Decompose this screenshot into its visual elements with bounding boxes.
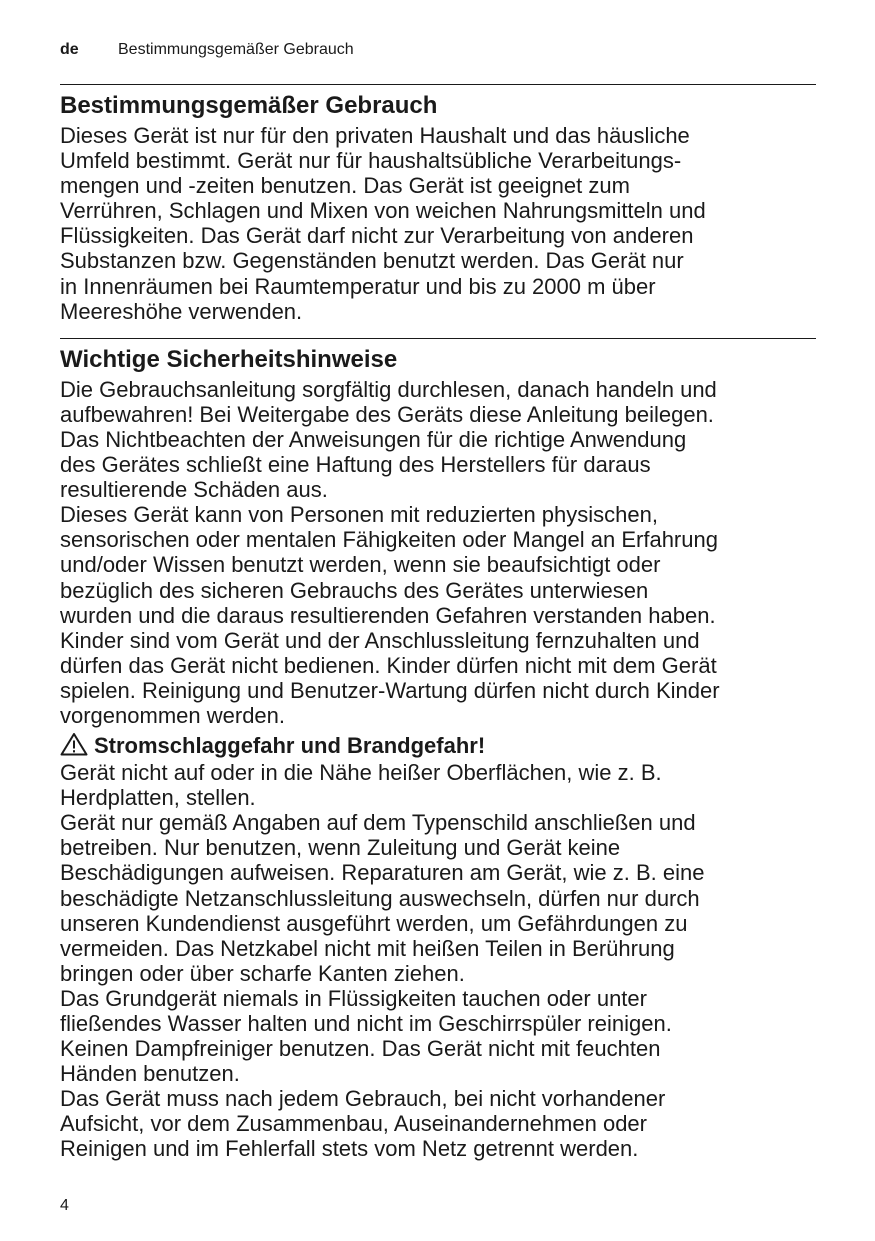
- text-line: Umfeld bestimmt. Gerät nur für haushaltsübliche Verarbeitungs-: [60, 148, 682, 174]
- text-line: Gerät nicht auf oder in die Nähe heißer Oberflächen, wie z. B.: [60, 760, 662, 786]
- warning-title: Stromschlaggefahr und Brandgefahr!: [94, 733, 486, 759]
- page-number: 4: [60, 1197, 69, 1214]
- text-line: Verrühren, Schlagen und Mixen von weichen Nahrungsmitteln und: [60, 198, 706, 224]
- text-line: und/oder Wissen benutzt werden, wenn sie beaufsichtigt oder: [60, 552, 661, 578]
- text-line: vorgenommen werden.: [60, 702, 286, 728]
- page-content: [60, 84, 816, 1162]
- text-line: Aufsicht, vor dem Zusammenbau, Auseinandernehmen oder: [60, 1111, 647, 1137]
- section-heading-intended-use: Bestimmungsgemäßer Gebrauch: [60, 92, 438, 119]
- text-line: Dieses Gerät kann von Personen mit reduzierten physischen,: [60, 502, 658, 528]
- text-line: bezüglich des sicheren Gebrauchs des Gerätes unterwiesen: [60, 577, 649, 603]
- text-line: Flüssigkeiten. Das Gerät darf nicht zur Verarbeitung von anderen: [60, 223, 694, 249]
- text-line: Dieses Gerät ist nur für den privaten Haushalt und das häusliche: [60, 123, 690, 148]
- text-line: bringen oder über scharfe Kanten ziehen.: [60, 960, 465, 986]
- text-line: spielen. Reinigung und Benutzer-Wartung dürfen nicht durch Kinder: [60, 677, 720, 703]
- language-code: de: [60, 41, 79, 58]
- text-line: betreiben. Nur benutzen, wenn Zuleitung und Gerät keine: [60, 835, 621, 861]
- text-line: Beschädigungen aufweisen. Reparaturen am Gerät, wie z. B. eine: [60, 860, 705, 886]
- warning-triangle-icon: [60, 733, 94, 758]
- text-line: Substanzen bzw. Gegenständen benutzt werden. Das Gerät nur: [60, 248, 684, 274]
- safety-paragraph: [60, 377, 816, 728]
- header-title: Bestimmungsgemäßer Gebrauch: [118, 41, 354, 58]
- text-line: mengen und -zeiten benutzen. Das Gerät ist geeignet zum: [60, 173, 630, 199]
- text-line: resultierende Schäden aus.: [60, 477, 328, 503]
- text-line: des Gerätes schließt eine Haftung des Herstellers für daraus: [60, 452, 651, 478]
- text-line: Händen benutzen.: [60, 1061, 240, 1087]
- text-line: Gerät nur gemäß Angaben auf dem Typenschild anschließen und: [60, 810, 696, 836]
- text-line: sensorischen oder mentalen Fähigkeiten oder Mangel an Erfahrung: [60, 527, 718, 553]
- text-line: Die Gebrauchsanleitung sorgfältig durchlesen, danach handeln und: [60, 376, 717, 402]
- intended-use-paragraph: [60, 123, 816, 324]
- section-divider: [60, 338, 816, 339]
- text-line: wurden und die daraus resultierenden Gefahren verstanden haben.: [60, 602, 716, 628]
- text-line: Keinen Dampfreiniger benutzen. Das Gerät nicht mit feuchten: [60, 1036, 661, 1062]
- warning-heading: [60, 732, 816, 760]
- text-line: dürfen das Gerät nicht bedienen. Kinder dürfen nicht mit dem Gerät: [60, 652, 717, 678]
- section-heading-safety: Wichtige Sicherheitshinweise: [60, 345, 398, 373]
- text-line: aufbewahren! Bei Weitergabe des Geräts diese Anleitung beilegen.: [60, 401, 714, 427]
- section-divider: [60, 84, 816, 85]
- text-line: Das Gerät muss nach jedem Gebrauch, bei nicht vorhandener: [60, 1086, 666, 1112]
- text-line: vermeiden. Das Netzkabel nicht mit heißen Teilen in Berührung: [60, 935, 675, 961]
- text-line: Herdplatten, stellen.: [60, 785, 256, 811]
- text-line: Reinigen und im Fehlerfall stets vom Netz getrennt werden.: [60, 1136, 639, 1162]
- text-line: Kinder sind vom Gerät und der Anschlussleitung fernzuhalten und: [60, 627, 700, 653]
- text-line: Das Nichtbeachten der Anweisungen für die richtige Anwendung: [60, 426, 687, 452]
- text-line: unseren Kundendienst ausgeführt werden, um Gefährdungen zu: [60, 910, 688, 936]
- text-line: beschädigte Netzanschlussleitung auswechseln, dürfen nur durch: [60, 885, 700, 911]
- page-header: [60, 40, 354, 60]
- text-line: fließendes Wasser halten und nicht im Geschirrspüler reinigen.: [60, 1011, 672, 1036]
- text-line: Das Grundgerät niemals in Flüssigkeiten tauchen oder unter: [60, 985, 647, 1011]
- warning-paragraph: [60, 760, 816, 1162]
- text-line: Meereshöhe verwenden.: [60, 298, 303, 324]
- text-line: in Innenräumen bei Raumtemperatur und bis zu 2000 m über: [60, 273, 656, 299]
